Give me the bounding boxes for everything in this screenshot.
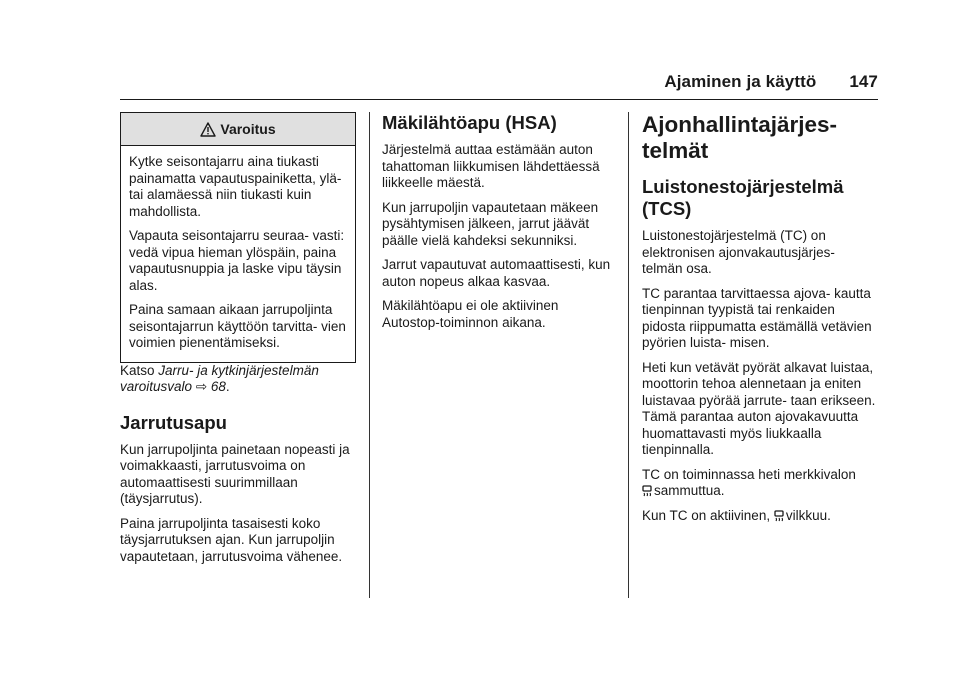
column-divider — [628, 112, 629, 598]
warning-title: Varoitus — [220, 120, 276, 137]
body-paragraph: Mäkilähtöapu ei ole aktiivinen Autostop-toiminnon aikana. — [382, 298, 559, 330]
section-heading-traction-control: Luistonestojärjestelmä (TCS) — [642, 176, 844, 219]
warning-paragraph: Paina samaan aikaan jarrupoljinta seisontajarrun käyttöön tarvitta- vien voimien pienentämiseksi. — [129, 302, 346, 350]
warning-box — [120, 112, 356, 363]
warning-paragraph: Kytke seisontajarru aina tiukasti painamatta vapautuspainiketta, ylä- tai alamäessä niin tiukasti kuin mahdollista. — [129, 154, 342, 219]
traction-control-icon — [774, 510, 784, 522]
warning-title-bar — [121, 113, 355, 146]
chapter-heading-driving-control: Ajonhallintajärjes- telmät — [642, 112, 838, 163]
page-ref-arrow-icon: ⇨ — [195, 379, 208, 394]
column-divider — [369, 112, 370, 598]
text-before-icon: Kun TC on aktiivinen, — [642, 507, 771, 523]
body-paragraph: Luistonestojärjestelmä (TC) on elektronisen ajonvakautusjärjes- telmän osa. — [642, 228, 835, 276]
column-3 — [642, 112, 878, 532]
text-after-icon: sammuttua. — [654, 483, 725, 498]
body-paragraph: Järjestelmä auttaa estämään auton tahattoman liikkumisen lähdettäessä liikkeelle mäestä. — [382, 142, 600, 190]
body-paragraph: Heti kun vetävät pyörät alkavat luistaa, moottorin tehoa alennetaan ja eniten luistavaa pyörää jarrute- taan erikseen. Tämä parantaa auton ajovakavuutta huomattavasti myös liukkaalla tienpinnalla. — [642, 359, 876, 457]
section-heading-brake-assist: Jarrutusapu — [120, 411, 227, 433]
see-also-page[interactable]: 68 — [210, 379, 226, 394]
body-paragraph: Kun jarrupoljinta painetaan nopeasti ja voimakkaasti, jarrutusvoima on automaattisesti suurimmillaan (täysjarrutus). — [120, 441, 350, 506]
warning-icon — [200, 122, 216, 137]
see-also-link[interactable]: Jarru- ja kytkinjärjestelmän varoitusvalo — [120, 362, 319, 394]
text-after-icon: vilkkuu. — [785, 507, 831, 523]
body-paragraph-with-icon — [642, 467, 878, 500]
page-header — [0, 72, 878, 92]
body-paragraph: Paina jarrupoljinta tasaisesti koko täysjarrutuksen ajan. Kun jarrupoljin vapautetaan, jarrutusvoima vähenee. — [120, 515, 343, 564]
warning-body — [121, 146, 355, 362]
see-also-prefix: Katso — [120, 362, 159, 378]
section-title: Ajaminen ja käyttö — [664, 72, 817, 91]
header-rule — [120, 99, 878, 100]
body-paragraph-with-icon — [642, 508, 878, 525]
column-1 — [120, 112, 356, 573]
see-also-suffix: . — [225, 379, 230, 394]
section-heading-hill-start-assist: Mäkilähtöapu (HSA) — [382, 112, 557, 133]
body-paragraph: Jarrut vapautuvat automaattisesti, kun auton nopeus alkaa kasvaa. — [382, 257, 611, 289]
body-paragraph: TC parantaa tarvittaessa ajova- kautta tienpinnan tyypistä tai renkaiden pidosta riippumatta estämällä vetävien pyörien luista- misen. — [642, 285, 872, 350]
page-number: 147 — [849, 72, 878, 91]
column-2 — [382, 112, 616, 339]
traction-control-icon — [642, 485, 652, 497]
warning-paragraph: Vapauta seisontajarru seuraa- vasti: vedä vipua hieman ylöspäin, paina vapautusnuppia ja laske vipu täysin alas. — [129, 228, 345, 293]
body-paragraph: Kun jarrupoljin vapautetaan mäkeen pysähtymisen jälkeen, jarrut jäävät päälle vielä kahdeksi sekunniksi. — [382, 199, 599, 248]
see-also-reference — [120, 363, 356, 396]
text-before-icon: TC on toiminnassa heti merkkivalon — [642, 466, 856, 482]
